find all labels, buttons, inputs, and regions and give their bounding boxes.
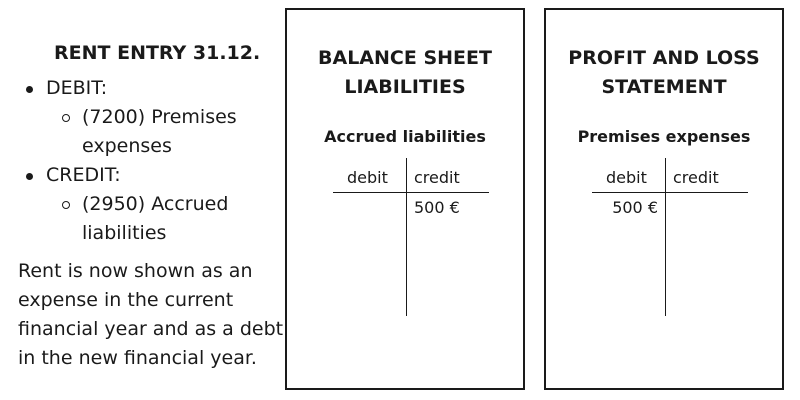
t-account-vertical-line [406, 158, 407, 316]
credit-value: 500 € [414, 198, 460, 217]
entry-list [18, 74, 286, 248]
credit-account: (2950) Accrued liabilities [46, 190, 286, 248]
debit-sublist [46, 103, 286, 161]
credit-column-header: credit [414, 168, 460, 187]
debit-account: (7200) Premises expenses [46, 103, 286, 161]
debit-value: 500 € [612, 198, 658, 217]
credit-label: CREDIT: [46, 164, 121, 186]
credit-item [18, 161, 286, 248]
premises-expenses-t-account [592, 158, 748, 316]
credit-column-header: credit [673, 168, 719, 187]
profit-loss-panel [544, 8, 784, 390]
credit-sublist [46, 190, 286, 248]
balance-sheet-panel [285, 8, 525, 390]
t-account-horizontal-line [592, 192, 748, 193]
rent-entry-section [18, 38, 286, 373]
t-account-horizontal-line [333, 192, 489, 193]
profit-loss-title: PROFIT AND LOSS STATEMENT [568, 47, 760, 98]
debit-column-header: debit [606, 168, 647, 187]
entry-note: Rent is now shown as an expense in the current financial year and as a debt in the new financial year. [18, 260, 284, 369]
accrued-liabilities-account-name: Accrued liabilities [324, 127, 486, 146]
debit-column-header: debit [347, 168, 388, 187]
premises-expenses-account-name: Premises expenses [577, 127, 751, 146]
t-account-vertical-line [665, 158, 666, 316]
entry-title: RENT ENTRY 31.12. [54, 42, 261, 64]
debit-label: DEBIT: [46, 77, 108, 99]
balance-sheet-title: BALANCE SHEET LIABILITIES [318, 47, 492, 98]
accrued-liabilities-t-account [333, 158, 489, 316]
debit-item [18, 74, 286, 161]
